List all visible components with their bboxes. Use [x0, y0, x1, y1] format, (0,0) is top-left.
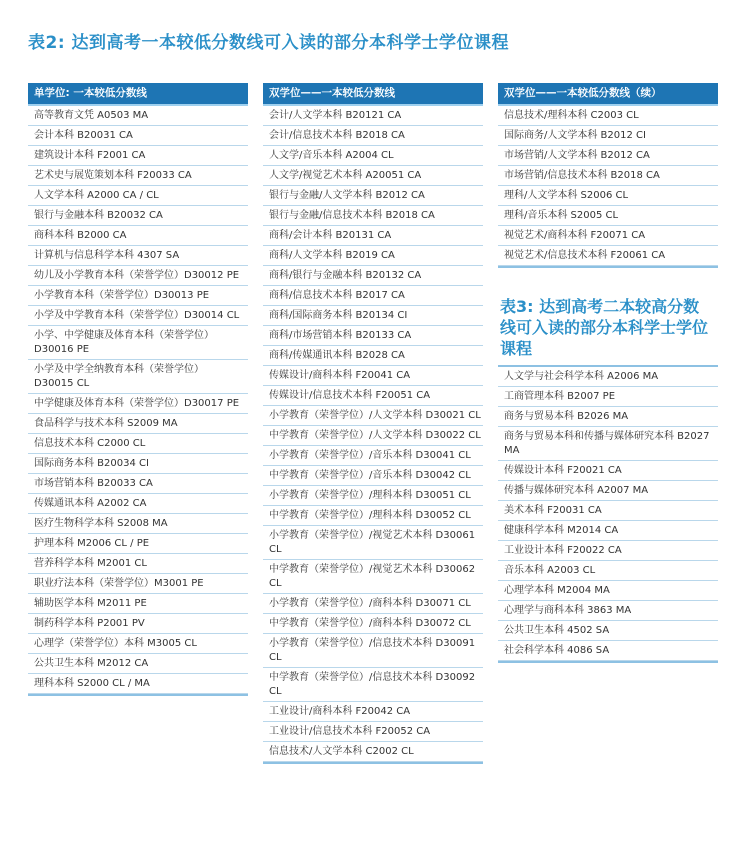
list-item: 信息技术/人文学本科 C2002 CL	[263, 742, 483, 762]
list-item: 中学健康及体育本科（荣誉学位）D30017 PE	[28, 394, 248, 414]
list-item: 建筑设计本科 F2001 CA	[28, 146, 248, 166]
double-degree-table	[263, 83, 483, 764]
list-item: 市场营销/人文学本科 B2012 CA	[498, 146, 718, 166]
course-list	[498, 106, 718, 266]
list-item: 中学教育（荣誉学位）/音乐本科 D30042 CL	[263, 466, 483, 486]
list-item: 人文学与社会科学本科 A2006 MA	[498, 367, 718, 387]
list-item: 商科/信息技术本科 B2017 CA	[263, 286, 483, 306]
list-item: 小学教育（荣誉学位）/音乐本科 D30041 CL	[263, 446, 483, 466]
list-item: 小学教育本科（荣誉学位）D30013 PE	[28, 286, 248, 306]
list-item: 信息技术本科 C2000 CL	[28, 434, 248, 454]
list-item: 传媒设计/信息技术本科 F20051 CA	[263, 386, 483, 406]
list-item: 会计本科 B20031 CA	[28, 126, 248, 146]
list-item: 工业设计本科 F20022 CA	[498, 541, 718, 561]
table-divider	[498, 266, 718, 268]
list-item: 幼儿及小学教育本科（荣誉学位）D30012 PE	[28, 266, 248, 286]
list-item: 商务与贸易本科 B2026 MA	[498, 407, 718, 427]
list-item: 中学教育（荣誉学位）/理科本科 D30052 CL	[263, 506, 483, 526]
list-item: 中学教育（荣誉学位）/商科本科 D30072 CL	[263, 614, 483, 634]
list-item: 商务与贸易本科和传播与媒体研究本科 B2027 MA	[498, 427, 718, 461]
list-item: 医疗生物科学本科 S2008 MA	[28, 514, 248, 534]
list-item: 艺术史与展览策划本科 F20033 CA	[28, 166, 248, 186]
list-item: 小学、中学健康及体育本科（荣誉学位）D30016 PE	[28, 326, 248, 360]
table-divider	[498, 661, 718, 663]
table-header: 双学位——一本较低分数线	[263, 83, 483, 106]
list-item: 人文学/视觉艺术本科 A20051 CA	[263, 166, 483, 186]
list-item: 视觉艺术/信息技术本科 F20061 CA	[498, 246, 718, 266]
list-item: 人文学本科 A2000 CA / CL	[28, 186, 248, 206]
list-item: 商科/会计本科 B20131 CA	[263, 226, 483, 246]
page-title: 表2: 达到高考一本较低分数线可入读的部分本科学士学位课程	[28, 33, 510, 53]
list-item: 人文学/音乐本科 A2004 CL	[263, 146, 483, 166]
list-item: 小学教育（荣誉学位）/信息技术本科 D30091 CL	[263, 634, 483, 668]
list-item: 心理学与商科本科 3863 MA	[498, 601, 718, 621]
list-item: 音乐本科 A2003 CL	[498, 561, 718, 581]
list-item: 小学教育（荣誉学位）/人文学本科 D30021 CL	[263, 406, 483, 426]
list-item: 制药科学本科 P2001 PV	[28, 614, 248, 634]
list-item: 工商管理本科 B2007 PE	[498, 387, 718, 407]
list-item: 银行与金融本科 B20032 CA	[28, 206, 248, 226]
list-item: 国际商务/人文学本科 B2012 CI	[498, 126, 718, 146]
list-item: 信息技术/理科本科 C2003 CL	[498, 106, 718, 126]
list-item: 营养科学本科 M2001 CL	[28, 554, 248, 574]
list-item: 市场营销本科 B20033 CA	[28, 474, 248, 494]
table-header: 双学位——一本较低分数线（续）	[498, 83, 718, 106]
list-item: 商科本科 B2000 CA	[28, 226, 248, 246]
list-item: 中学教育（荣誉学位）/人文学本科 D30022 CL	[263, 426, 483, 446]
list-item: 计算机与信息科学本科 4307 SA	[28, 246, 248, 266]
list-item: 心理学本科 M2004 MA	[498, 581, 718, 601]
list-item: 中学教育（荣誉学位）/视觉艺术本科 D30062 CL	[263, 560, 483, 594]
list-item: 银行与金融/人文学本科 B2012 CA	[263, 186, 483, 206]
list-item: 会计/信息技术本科 B2018 CA	[263, 126, 483, 146]
list-item: 国际商务本科 B20034 CI	[28, 454, 248, 474]
list-item: 传媒设计本科 F20021 CA	[498, 461, 718, 481]
list-item: 公共卫生本科 4502 SA	[498, 621, 718, 641]
list-item: 辅助医学本科 M2011 PE	[28, 594, 248, 614]
list-item: 高等教育文凭 A0503 MA	[28, 106, 248, 126]
list-item: 理科本科 S2000 CL / MA	[28, 674, 248, 694]
list-item: 小学教育（荣誉学位）/理科本科 D30051 CL	[263, 486, 483, 506]
double-degree-continued-table	[498, 83, 718, 268]
table-divider	[263, 762, 483, 764]
list-item: 小学教育（荣誉学位）/视觉艺术本科 D30061 CL	[263, 526, 483, 560]
list-item: 传播与媒体研究本科 A2007 MA	[498, 481, 718, 501]
single-degree-table	[28, 83, 248, 696]
list-item: 传媒通讯本科 A2002 CA	[28, 494, 248, 514]
list-item: 银行与金融/信息技术本科 B2018 CA	[263, 206, 483, 226]
table-header: 单学位: 一本较低分数线	[28, 83, 248, 106]
list-item: 商科/传媒通讯本科 B2028 CA	[263, 346, 483, 366]
second-tier-table	[498, 365, 718, 663]
list-item: 小学及中学全纳教育本科（荣誉学位）D30015 CL	[28, 360, 248, 394]
list-item: 会计/人文学本科 B20121 CA	[263, 106, 483, 126]
list-item: 商科/银行与金融本科 B20132 CA	[263, 266, 483, 286]
table3-title: 表3: 达到高考二本较高分数线可入读的部分本科学士学位课程	[500, 297, 709, 358]
course-list	[263, 106, 483, 762]
list-item: 小学教育（荣誉学位）/商科本科 D30071 CL	[263, 594, 483, 614]
list-item: 商科/国际商务本科 B20134 CI	[263, 306, 483, 326]
list-item: 护理本科 M2006 CL / PE	[28, 534, 248, 554]
list-item: 理科/人文学本科 S2006 CL	[498, 186, 718, 206]
list-item: 社会科学本科 4086 SA	[498, 641, 718, 661]
table-divider	[28, 694, 248, 696]
list-item: 健康科学本科 M2014 CA	[498, 521, 718, 541]
list-item: 理科/音乐本科 S2005 CL	[498, 206, 718, 226]
list-item: 工业设计/信息技术本科 F20052 CA	[263, 722, 483, 742]
list-item: 小学及中学教育本科（荣誉学位）D30014 CL	[28, 306, 248, 326]
list-item: 工业设计/商科本科 F20042 CA	[263, 702, 483, 722]
list-item: 中学教育（荣誉学位）/信息技术本科 D30092 CL	[263, 668, 483, 702]
list-item: 心理学（荣誉学位）本科 M3005 CL	[28, 634, 248, 654]
list-item: 市场营销/信息技术本科 B2018 CA	[498, 166, 718, 186]
list-item: 美术本科 F20031 CA	[498, 501, 718, 521]
list-item: 商科/市场营销本科 B20133 CA	[263, 326, 483, 346]
course-list	[28, 106, 248, 694]
list-item: 公共卫生本科 M2012 CA	[28, 654, 248, 674]
list-item: 商科/人文学本科 B2019 CA	[263, 246, 483, 266]
list-item: 传媒设计/商科本科 F20041 CA	[263, 366, 483, 386]
list-item: 视觉艺术/商科本科 F20071 CA	[498, 226, 718, 246]
course-list	[498, 367, 718, 661]
list-item: 职业疗法本科（荣誉学位）M3001 PE	[28, 574, 248, 594]
list-item: 食品科学与技术本科 S2009 MA	[28, 414, 248, 434]
